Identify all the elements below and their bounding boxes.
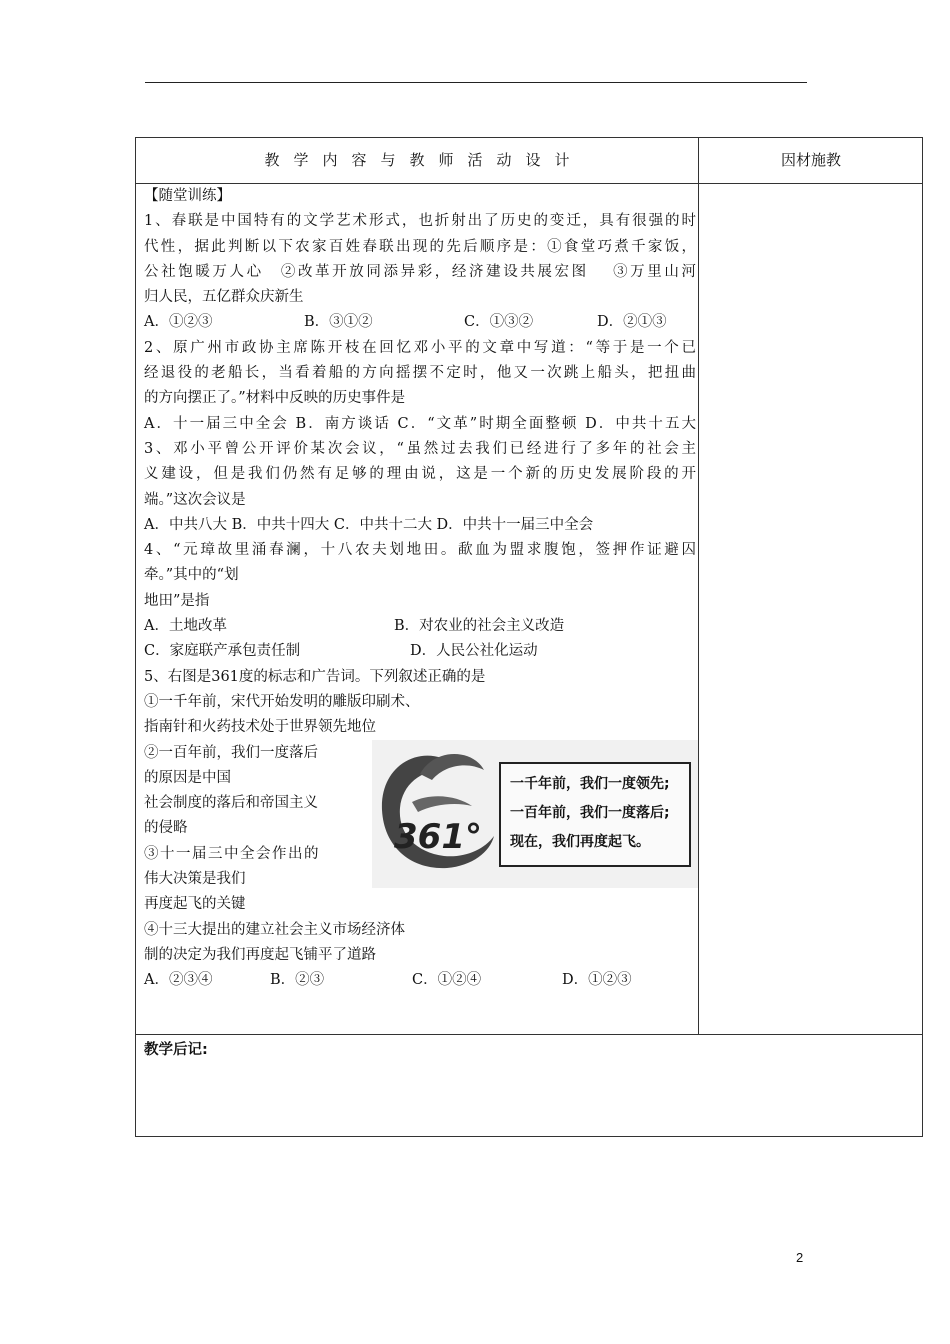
section-title: 【随堂训练】 [144, 188, 231, 204]
slogan-line: 一百年前，我们一度落后; [510, 805, 670, 821]
logo-brand-text: 361° [394, 817, 482, 857]
statement-2: ②一百年前，我们一度落后 [144, 744, 318, 761]
question-2-line: 的方向摆正了。”材料中反映的历史事件是 [144, 390, 406, 407]
question-3-options: A．中共八大 B．中共十四大 C．中共十二大 D．中共十一届三中全会 [144, 516, 594, 533]
column-header-differentiated: 因材施教 [780, 151, 841, 169]
question-5-stem: 5、右图是361度的标志和广告词。下列叙述正确的是 [144, 668, 486, 685]
statement-1: 指南针和火药技术处于世界领先地位 [144, 719, 376, 736]
question-1-line: 公社饱暖万人心 ②改革开放同添异彩，经济建设共展宏图 ③万里山河 [144, 263, 696, 280]
question-1-line: 归人民，五亿群众庆新生 [144, 289, 304, 306]
question-4-line: 4、“元璋故里涌春澜，十八农夫划地田。歃血为盟求腹饱，签押作证避囚 [144, 542, 696, 559]
slogan-line: 现在，我们再度起飞。 [510, 834, 650, 850]
question-3-line: 义建设，但是我们仍然有足够的理由说，这是一个新的历史发展阶段的开 [144, 466, 696, 483]
question-5-options [144, 968, 696, 993]
question-2-line: 经退役的老船长，当看着船的方向摇摆不定时，他又一次跳上船头，把扭曲 [144, 365, 696, 382]
option-d: D．②①③ [597, 314, 667, 331]
header-rule [145, 82, 807, 83]
statement-2: 的侵略 [144, 820, 188, 837]
option-b: B．③①② [304, 314, 373, 331]
statement-3: ③十一届三中全会作出的 [144, 845, 320, 862]
statement-4: ④十三大提出的建立社会主义市场经济体 [144, 921, 405, 938]
table-divider [136, 1034, 922, 1035]
option-c: C．家庭联产承包责任制 [144, 643, 301, 660]
statement-2: 的原因是中国 [144, 769, 231, 786]
slogan-line: 一千年前，我们一度领先; [510, 776, 670, 792]
lesson-table [135, 137, 923, 1137]
question-2-options: A．十一届三中全会 B．南方谈话 C．“文革”时期全面整顿 D．中共十五大 [144, 415, 696, 432]
question-1-line: 1、春联是中国特有的文学艺术形式，也折射出了历史的变迁，具有很强的时 [144, 213, 696, 230]
question-1-options [144, 310, 696, 335]
page-number: 2 [796, 1250, 804, 1265]
question-3-line: 3、邓小平曾公开评价某次会议，“虽然过去我们已经进行了多年的社会主 [144, 440, 696, 457]
question-4-options [144, 639, 696, 664]
option-c: C．①③② [464, 314, 534, 331]
option-d: D．人民公社化运动 [410, 643, 538, 660]
ad-slogan-box [499, 762, 691, 867]
option-c: C．①②④ [412, 972, 482, 989]
question-1-line: 代性，据此判断以下农家百姓春联出现的先后顺序是：①食堂巧煮千家饭， [144, 238, 696, 255]
column-header-content: 教学内容与教师活动设计 [264, 151, 584, 169]
question-4-line: 牵。”其中的“划 [144, 567, 239, 584]
statement-4: 制的决定为我们再度起飞铺平了道路 [144, 946, 376, 963]
question-4-options [144, 614, 696, 639]
statement-2: 社会制度的落后和帝国主义 [144, 795, 318, 812]
table-divider [698, 138, 699, 1034]
post-lesson-notes-label: 教学后记: [144, 1042, 208, 1058]
option-b: B．对农业的社会主义改造 [394, 618, 565, 635]
statement-1: ①一千年前，宋代开始发明的雕版印刷术、 [144, 693, 420, 710]
logo-361-icon [372, 740, 502, 888]
question-4-line: 地田”是指 [144, 592, 210, 609]
statement-3: 伟大决策是我们 [144, 871, 246, 888]
option-a: A．土地改革 [144, 618, 227, 635]
statement-3: 再度起飞的关键 [144, 896, 246, 913]
question-2-line: 2、原广州市政协主席陈开枝在回忆邓小平的文章中写道：“等于是一个已 [144, 339, 696, 356]
option-a: A．①②③ [144, 314, 213, 331]
option-b: B．②③ [270, 972, 325, 989]
question-3-line: 端。”这次会议是 [144, 491, 246, 508]
option-d: D．①②③ [562, 972, 632, 989]
brand-logo-figure [372, 740, 698, 888]
option-a: A．②③④ [144, 972, 213, 989]
